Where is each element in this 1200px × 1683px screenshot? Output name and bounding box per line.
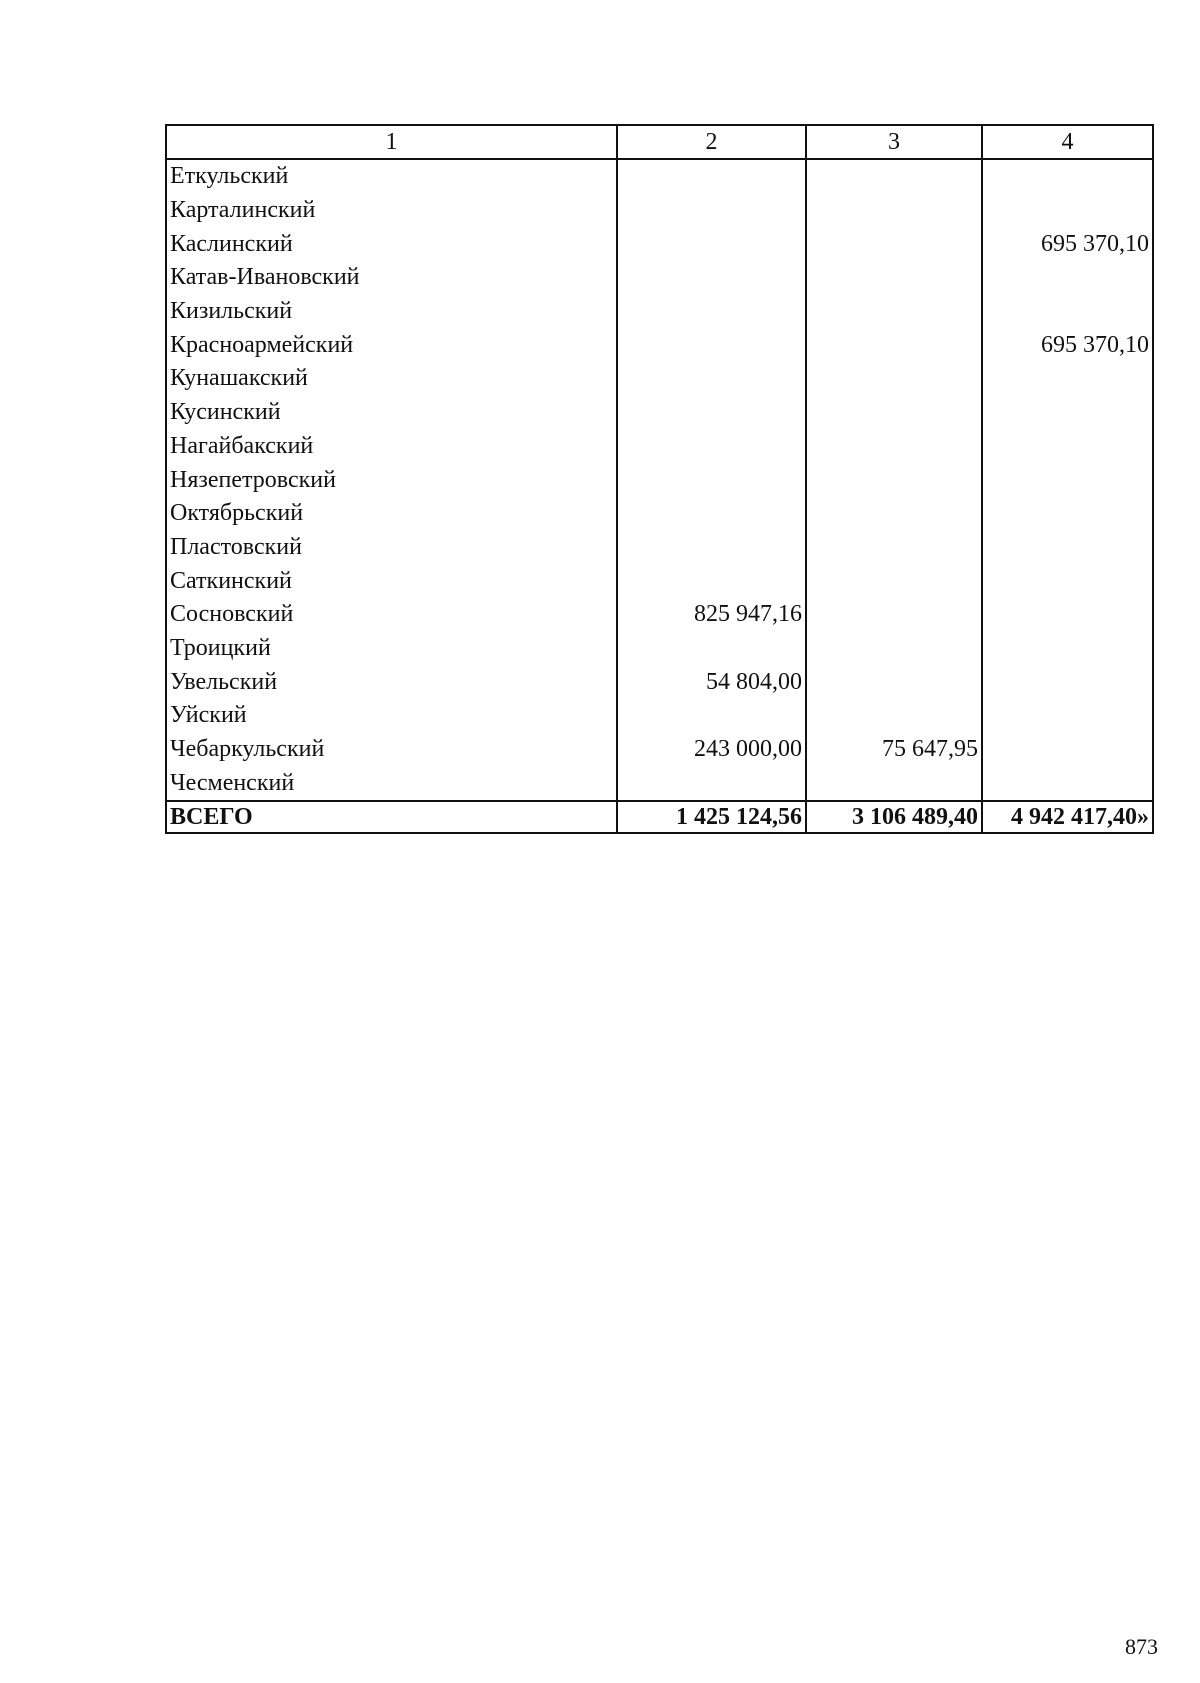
value-cell-col3 — [806, 430, 982, 464]
table-row — [166, 665, 1153, 699]
value-cell-col3 — [806, 362, 982, 396]
district-name-cell: Октябрьский — [166, 497, 617, 531]
value-cell-col3 — [806, 159, 982, 194]
value-cell-col4 — [982, 699, 1153, 733]
table-row — [166, 766, 1153, 801]
value-cell-col4 — [982, 564, 1153, 598]
value-cell-col2 — [617, 632, 806, 666]
value-cell-col4 — [982, 766, 1153, 801]
district-name-cell: Троицкий — [166, 632, 617, 666]
page-number: 873 — [1125, 1634, 1158, 1659]
table-row — [166, 362, 1153, 396]
table-row — [166, 261, 1153, 295]
value-cell-col3 — [806, 396, 982, 430]
value-cell-col3 — [806, 295, 982, 329]
district-name-cell: Катав-Ивановский — [166, 261, 617, 295]
total-label-cell: ВСЕГО — [166, 801, 617, 833]
value-cell-col2 — [617, 463, 806, 497]
table-row — [166, 295, 1153, 329]
table-header-row — [166, 125, 1153, 159]
value-cell-col2 — [617, 227, 806, 261]
table-row — [166, 159, 1153, 194]
value-cell-col2: 243 000,00 — [617, 733, 806, 767]
value-cell-col2 — [617, 497, 806, 531]
value-cell-col2 — [617, 362, 806, 396]
district-name-cell: Каслинский — [166, 227, 617, 261]
district-name-cell: Нязепетровский — [166, 463, 617, 497]
district-name-cell: Кизильский — [166, 295, 617, 329]
value-cell-col3 — [806, 463, 982, 497]
value-cell-col4 — [982, 261, 1153, 295]
table-row — [166, 227, 1153, 261]
table-row — [166, 497, 1153, 531]
value-cell-col3 — [806, 665, 982, 699]
district-name-cell: Еткульский — [166, 159, 617, 194]
value-cell-col4 — [982, 598, 1153, 632]
district-name-cell: Уйский — [166, 699, 617, 733]
value-cell-col2: 825 947,16 — [617, 598, 806, 632]
value-cell-col3 — [806, 564, 982, 598]
value-cell-col4 — [982, 194, 1153, 228]
value-cell-col4: 695 370,10 — [982, 328, 1153, 362]
value-cell-col2 — [617, 531, 806, 565]
table-row — [166, 531, 1153, 565]
value-cell-col3 — [806, 699, 982, 733]
value-cell-col3 — [806, 328, 982, 362]
value-cell-col4: 695 370,10 — [982, 227, 1153, 261]
value-cell-col3 — [806, 766, 982, 801]
district-name-cell: Нагайбакский — [166, 430, 617, 464]
value-cell-col4 — [982, 295, 1153, 329]
value-cell-col2 — [617, 295, 806, 329]
district-name-cell: Красноармейский — [166, 328, 617, 362]
value-cell-col2 — [617, 396, 806, 430]
value-cell-col3 — [806, 531, 982, 565]
value-cell-col3 — [806, 598, 982, 632]
value-cell-col4 — [982, 497, 1153, 531]
district-name-cell: Пластовский — [166, 531, 617, 565]
value-cell-col3: 75 647,95 — [806, 733, 982, 767]
value-cell-col4 — [982, 362, 1153, 396]
value-cell-col4 — [982, 430, 1153, 464]
column-header-2: 2 — [617, 125, 806, 159]
value-cell-col4 — [982, 463, 1153, 497]
district-name-cell: Чебаркульский — [166, 733, 617, 767]
value-cell-col2 — [617, 430, 806, 464]
value-cell-col2: 54 804,00 — [617, 665, 806, 699]
value-cell-col4 — [982, 733, 1153, 767]
value-cell-col2 — [617, 159, 806, 194]
table-row — [166, 328, 1153, 362]
district-name-cell: Чесменский — [166, 766, 617, 801]
table-row — [166, 632, 1153, 666]
district-name-cell: Кунашакский — [166, 362, 617, 396]
table-body — [166, 159, 1153, 833]
total-value-cell-col2: 1 425 124,56 — [617, 801, 806, 833]
table-row — [166, 396, 1153, 430]
table-row — [166, 194, 1153, 228]
table-row — [166, 598, 1153, 632]
table-row — [166, 463, 1153, 497]
table-row — [166, 430, 1153, 464]
district-name-cell: Сосновский — [166, 598, 617, 632]
data-table — [165, 124, 1154, 834]
table-row — [166, 733, 1153, 767]
table-row — [166, 699, 1153, 733]
value-cell-col4 — [982, 396, 1153, 430]
district-name-cell: Кусинский — [166, 396, 617, 430]
value-cell-col2 — [617, 564, 806, 598]
table-row — [166, 564, 1153, 598]
total-value-cell-col3: 3 106 489,40 — [806, 801, 982, 833]
value-cell-col2 — [617, 699, 806, 733]
value-cell-col3 — [806, 261, 982, 295]
column-header-4: 4 — [982, 125, 1153, 159]
value-cell-col2 — [617, 328, 806, 362]
total-row — [166, 801, 1153, 833]
value-cell-col3 — [806, 227, 982, 261]
total-value-cell-col4: 4 942 417,40» — [982, 801, 1153, 833]
value-cell-col3 — [806, 632, 982, 666]
value-cell-col4 — [982, 665, 1153, 699]
district-name-cell: Карталинский — [166, 194, 617, 228]
value-cell-col4 — [982, 632, 1153, 666]
value-cell-col2 — [617, 766, 806, 801]
value-cell-col4 — [982, 159, 1153, 194]
value-cell-col3 — [806, 497, 982, 531]
column-header-3: 3 — [806, 125, 982, 159]
value-cell-col3 — [806, 194, 982, 228]
column-header-1: 1 — [166, 125, 617, 159]
value-cell-col4 — [982, 531, 1153, 565]
value-cell-col2 — [617, 261, 806, 295]
district-name-cell: Саткинский — [166, 564, 617, 598]
value-cell-col2 — [617, 194, 806, 228]
district-name-cell: Увельский — [166, 665, 617, 699]
